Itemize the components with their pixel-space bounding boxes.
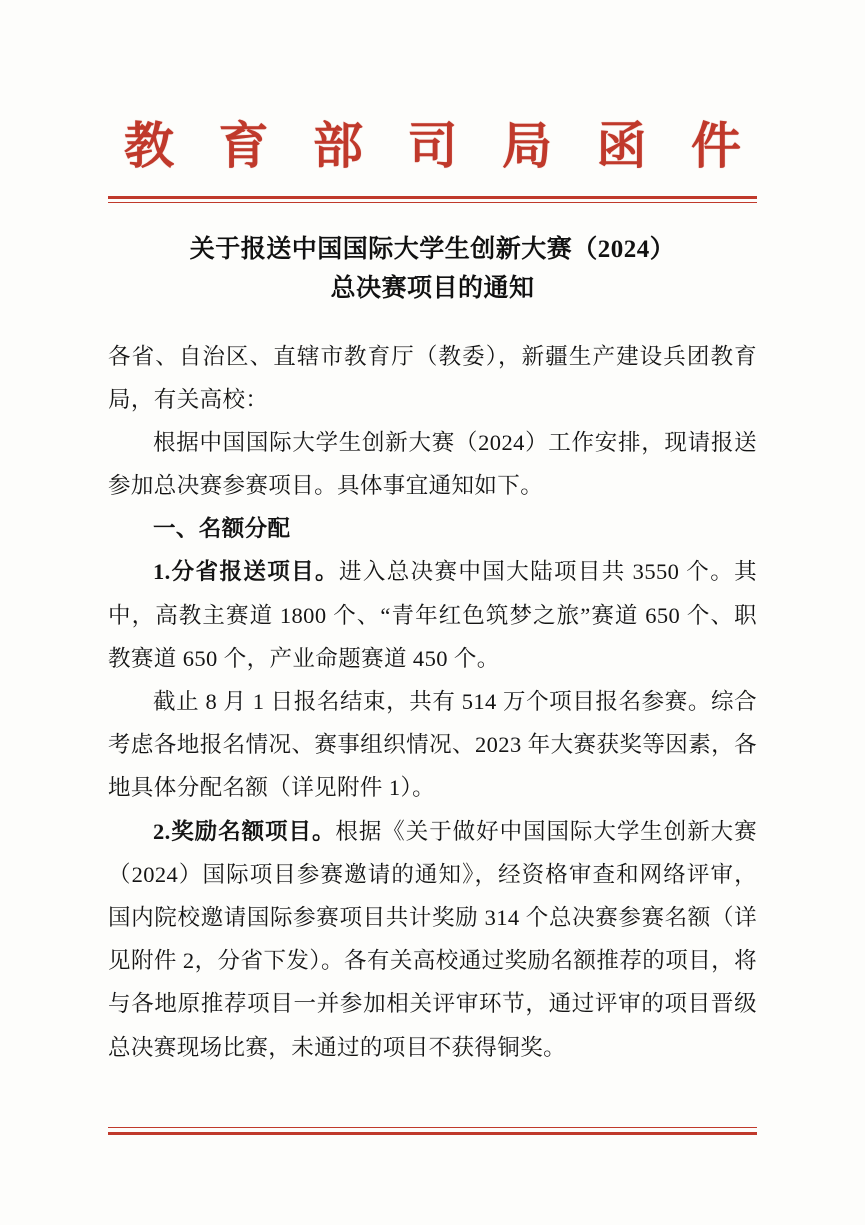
paragraph-item-1 [108,550,757,680]
document-title-line-1: 关于报送中国国际大学生创新大赛（2024） [189,236,676,263]
paragraph-item-1-lead: 1.分省报送项目。 [153,559,339,585]
paragraph-intro: 根据中国国际大学生创新大赛（2024）工作安排，现请报送参加总决赛参赛项目。具体事宜通知如下。 [108,429,757,499]
paragraph-item-2-lead: 2.奖励名额项目。 [153,818,336,844]
header-divider [108,196,757,203]
paragraph-addressee: 各省、自治区、直辖市教育厅（教委），新疆生产建设兵团教育局，有关高校： [108,343,757,412]
document-title [108,231,757,309]
paragraph-item-1-detail: 截止 8 月 1 日报名结束，共有 514 万个项目报名参赛。综合考虑各地报名情况、赛事组织情况、2023 年大赛获奖等因素，各地具体分配名额（详见附件 1）。 [108,689,757,801]
paragraph-item-2 [108,810,757,1069]
paragraph-item-1-text: 进入总决赛中国大陆项目共 3550 个。其中，高教主赛道 1800 个、“青年红色筑梦之旅”赛道 650 个、职教赛道 650 个，产业命题赛道 450 个。 [108,559,757,671]
masthead-title: 教 育 部 司 局 函 件 [124,118,757,174]
paragraph-item-2-text: 根据《关于做好中国国际大学生创新大赛（2024）国际项目参赛邀请的通知》，经资格审查和网络评审，国内院校邀请国际参赛项目共计奖励 314 个总决赛参赛名额（详见附件 2，分省下发）。各有关高校通过奖励名额推荐的项目，将与各地原推荐项目一并参加相关评审环节，通过评审的项目晋级总决赛现场比赛，未通过的项目不获得铜奖。 [108,818,757,1060]
document-body [108,335,757,1069]
header-rule-thick [108,196,757,199]
masthead [108,0,757,174]
footer-rule-thin [108,1127,757,1128]
document-title-line-2: 总决赛项目的通知 [330,274,535,302]
footer-divider [108,1127,757,1135]
header-rule-thin [108,202,757,203]
footer-rule-thick [108,1132,757,1135]
heading-section-1: 一、名额分配 [153,516,291,542]
